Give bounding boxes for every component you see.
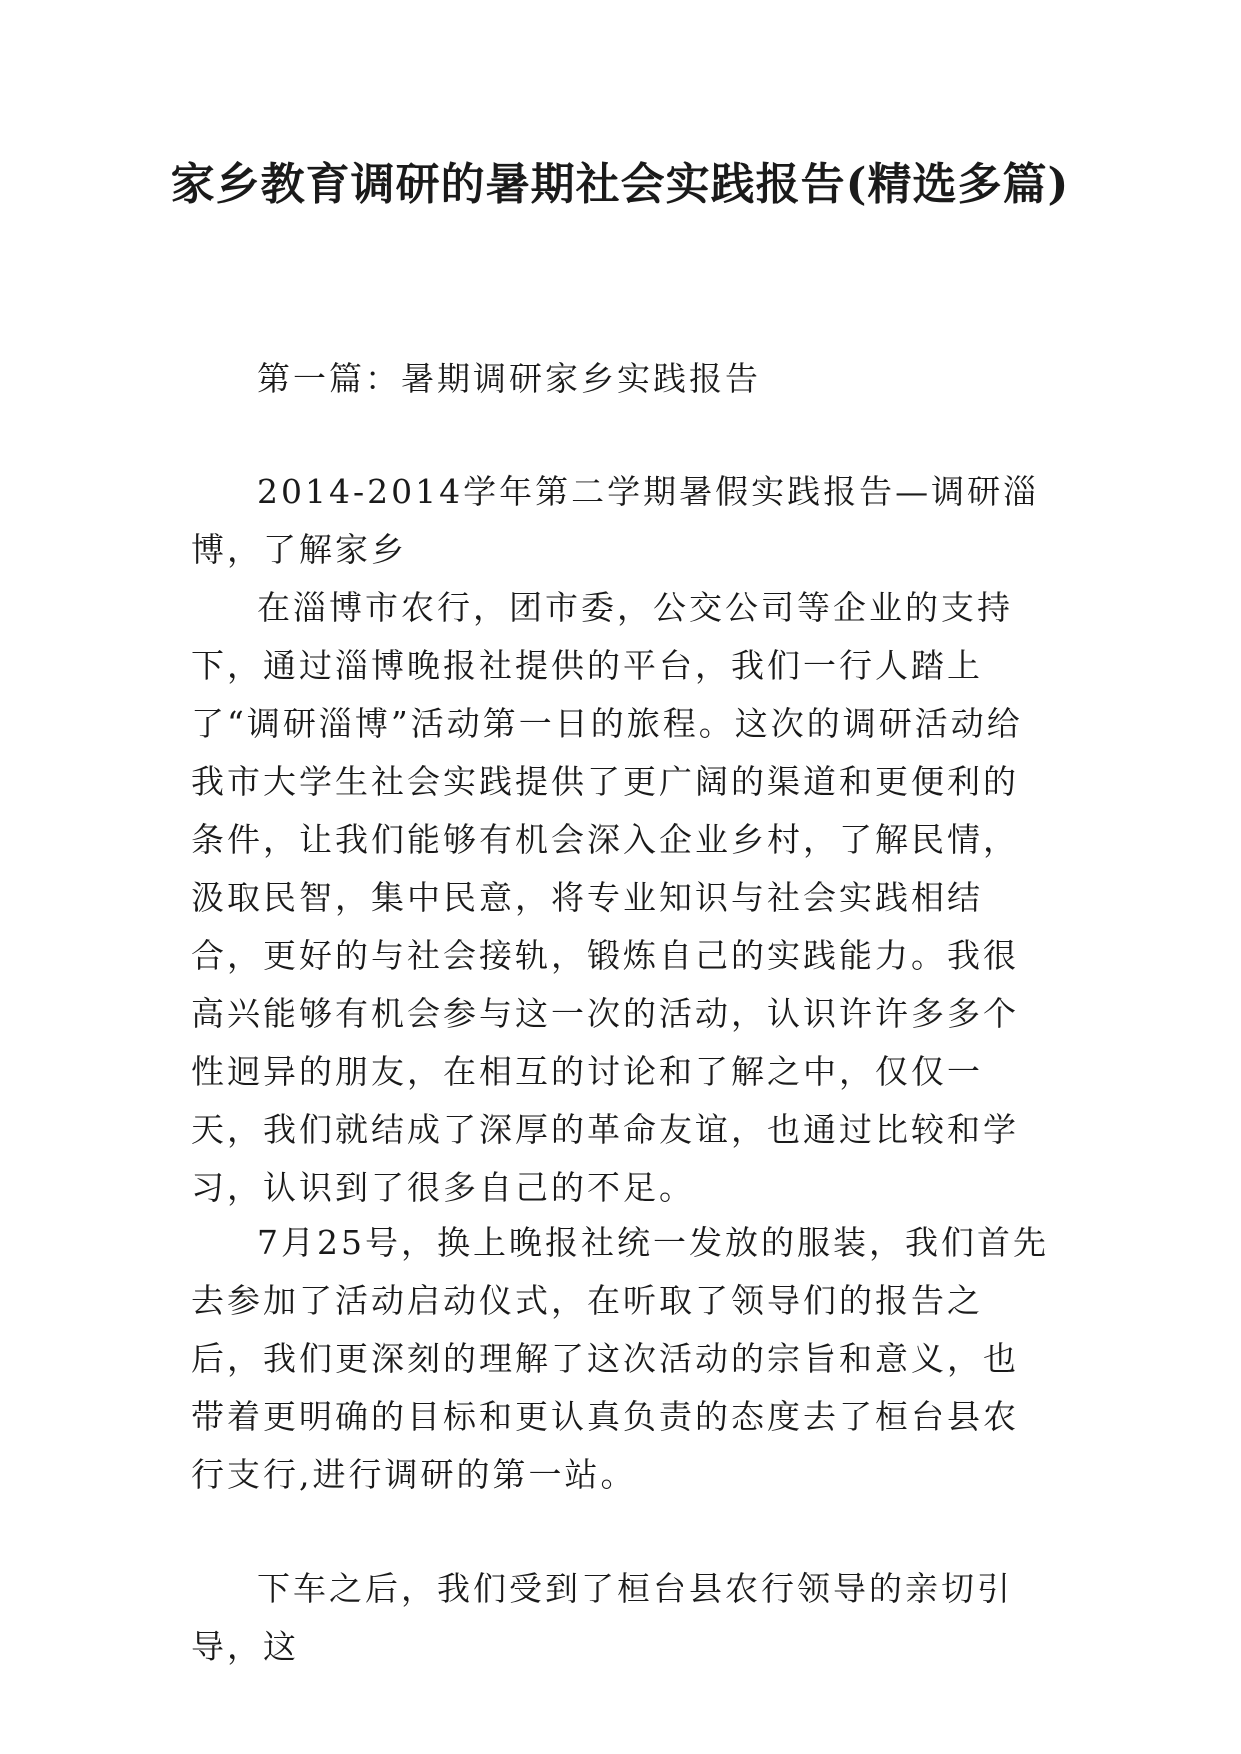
paragraph-1: 2014-2014学年第二学期暑假实践报告—调研淄博，了解家乡 (191, 472, 1040, 569)
paragraph-2: 在淄博市农行，团市委，公交公司等企业的支持下，通过淄博晚报社提供的平台，我们一行人踏上了“调研淄博”活动第一日的旅程。这次的调研活动给我市大学生社会实践提供了更广阔的渠道和更便利的条件，让我们能够有机会深入企业乡村，了解民情，汲取民智，集中民意，将专业知识与社会实践相结合，更好的与社会接轨，锻炼自己的实践能力。我很高兴能够有机会参与这一次的活动，认识许许多多个性迥异的朋友，在相互的讨论和了解之中，仅仅一天，我们就结成了深厚的革命友谊，也通过比较和学习，认识到了很多自己的不足。 (191, 588, 1023, 1207)
document-title: 家乡教育调研的暑期社会实践报告(精选多篇) (170, 159, 1070, 210)
paragraph-4: 下车之后，我们受到了桓台县农行领导的亲切引导，这 (191, 1569, 1013, 1666)
section-heading: 第一篇：暑期调研家乡实践报告 (257, 359, 761, 398)
paragraph-3: 7月25号，换上晚报社统一发放的服装，我们首先去参加了活动启动仪式，在听取了领导们的报告之后，我们更深刻的理解了这次活动的宗旨和意义，也带着更明确的目标和更认真负责的态度去了桓台县农行支行,进行调研的第一站。 (191, 1223, 1049, 1494)
